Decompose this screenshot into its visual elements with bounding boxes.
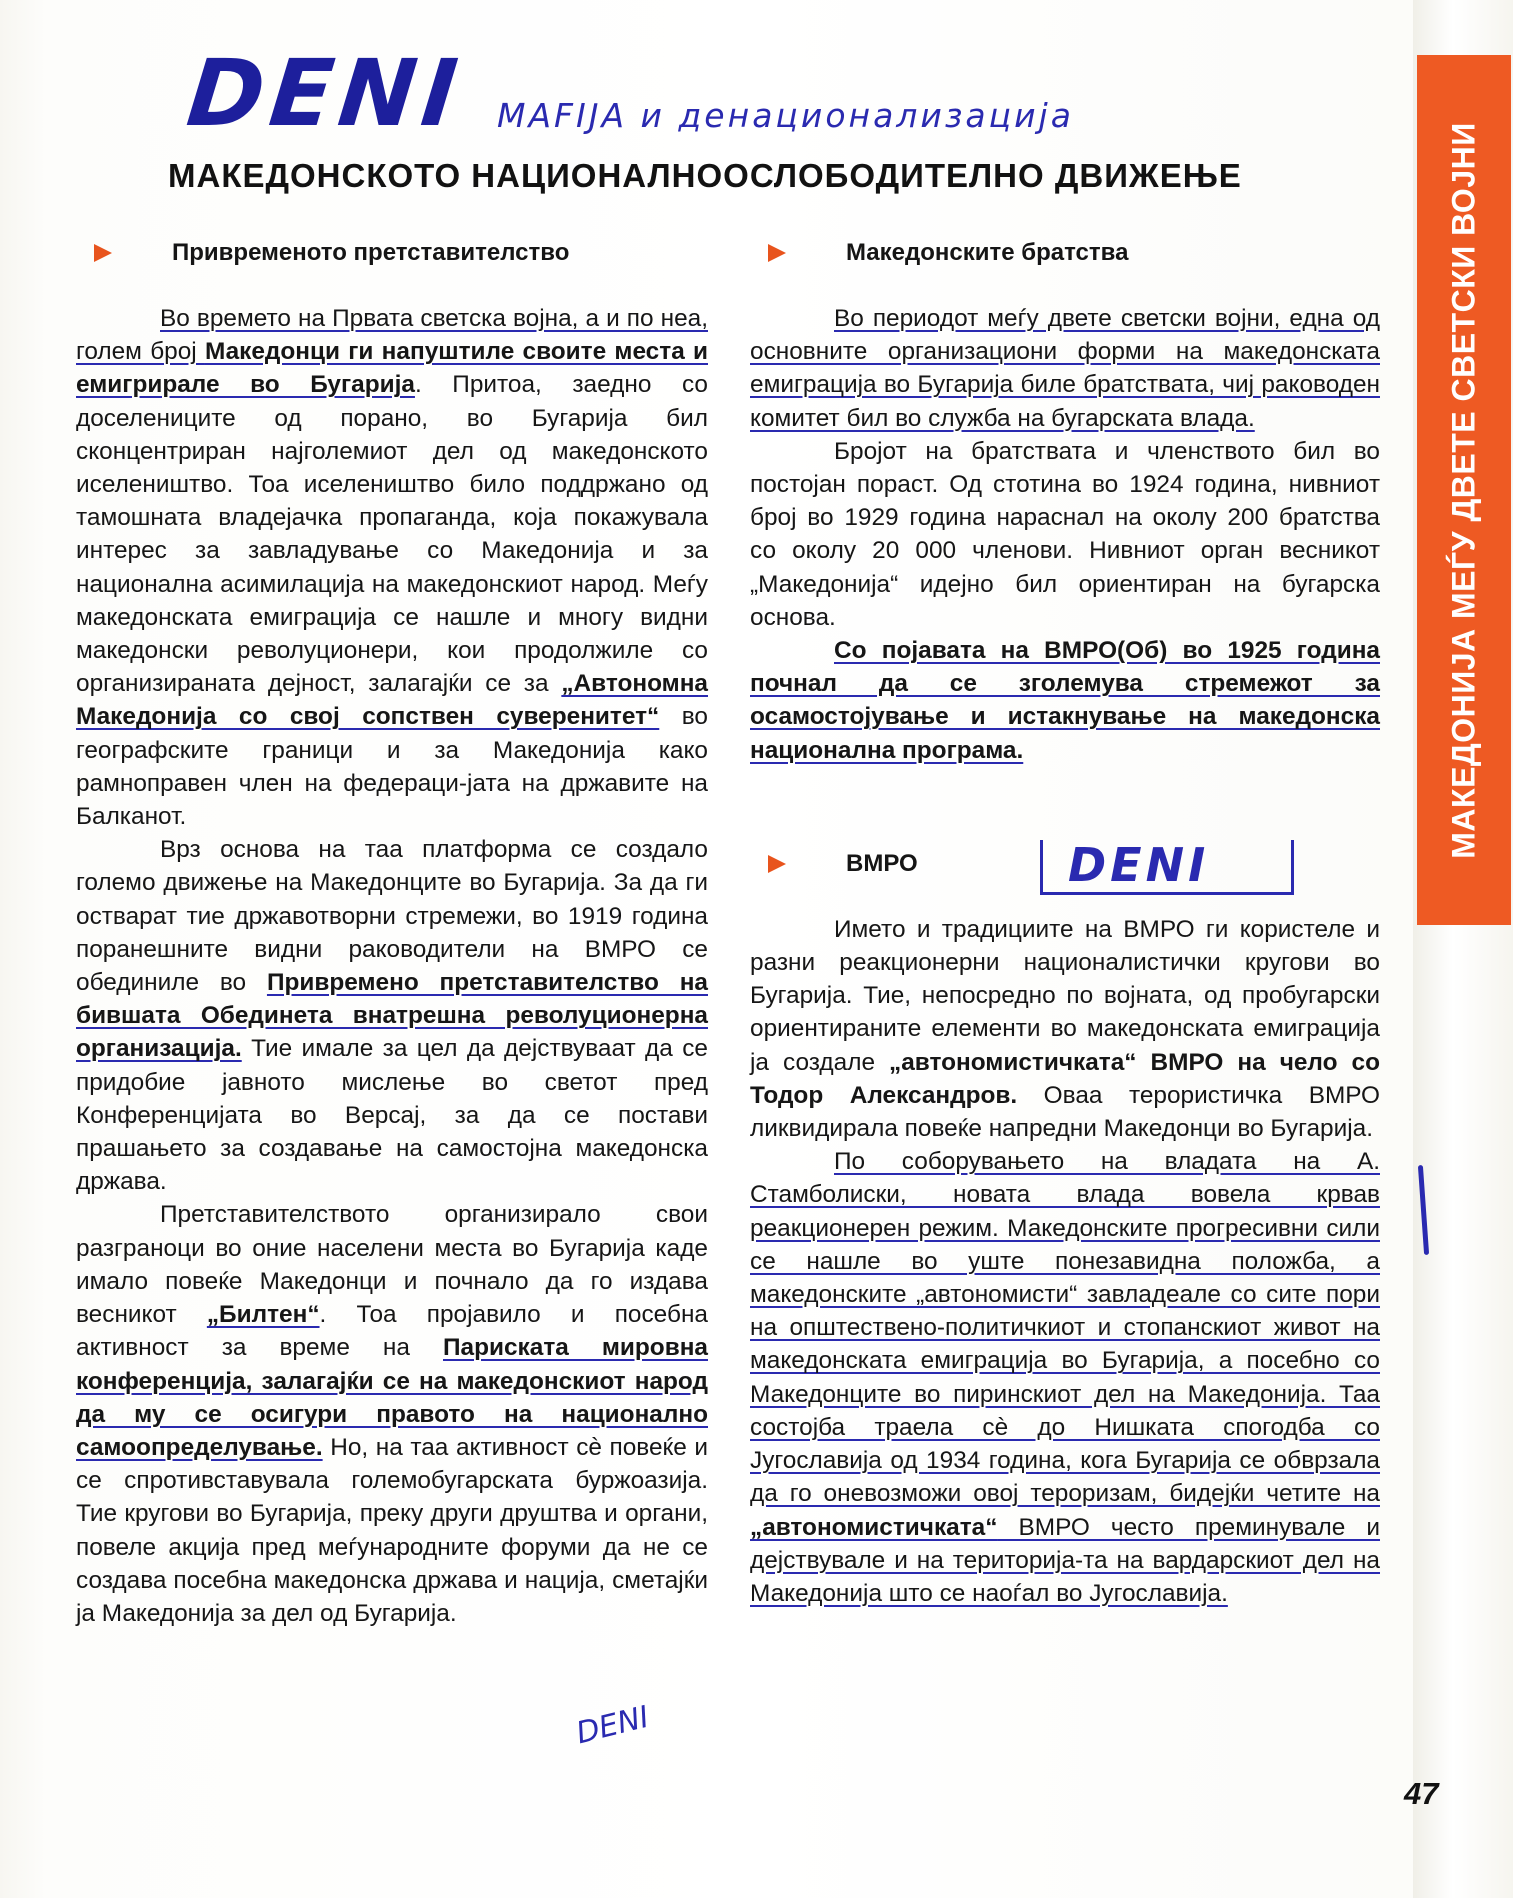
handwritten-note: MAFIJA и денационализација xyxy=(497,96,1074,135)
bold-run: Привремено претставителство на бившата Обединета внатрешна револуционерна организација. xyxy=(76,969,708,1063)
bold-run: „Билтен“ xyxy=(206,1301,320,1329)
text-run: Претставителството организирало свои разграноци во оние населени места во Бугарија каде имало повеќе Македонци и почнало да го издава весникот xyxy=(76,1201,708,1329)
bullet-arrow-icon xyxy=(768,855,786,873)
text-run: Името и традициите на ВМРО ги користеле и разни реакционерни националистички кругови во Бугарија. Тие, непосредно по војната, од пробугарски ориентираните елементи во македонската емиграција ја создале xyxy=(750,915,1380,1076)
stamp-text: DENI xyxy=(1068,838,1210,892)
text-run: . Тоа пројавило и посебна активност за време на xyxy=(76,1301,708,1362)
section-heading-text: Македонските братства xyxy=(846,239,1129,266)
page-title: МАКЕДОНСКОТО НАЦИОНАЛНООСЛОБОДИТЕЛНО ДВИЖЕЊЕ xyxy=(168,157,1242,194)
bold-run: Париската мировна конференција, залагајќи се на македонскиот народ да му се осигури правото на национално самоопределување. xyxy=(76,1334,708,1461)
bold-run: „автономистичката“ xyxy=(750,1513,998,1541)
section-heading-text: Привременото претставителство xyxy=(172,239,570,266)
text-run: ВМРО често преминувале и дејствувале и на територија-та на вардарскиот дел на Македонија што се наоѓал во Југославија. xyxy=(750,1513,1380,1607)
paragraph xyxy=(76,302,708,833)
paragraph xyxy=(750,913,1380,1145)
section-heading xyxy=(76,232,708,274)
text-run: Но, на таа активност сè повеќе и се спротивставувала големобугарската буржоазија. Тие кругови во Бугарија, преку други друштва и органи, повеле акција пред меѓународните форуми да не се создава посебна македонска држава и нација, сметајќи ја Македонија за дел од Бугарија. xyxy=(76,1433,708,1627)
handwritten-scrawl-small: DENI xyxy=(572,1699,653,1752)
paragraph: Во периодот меѓу двете светски војни, една од основните организациони форми на македонската емиграција во Бугарија биле братствата, чиј раководен комитет бил во служба на бугарската влада. xyxy=(750,305,1380,432)
left-column xyxy=(76,232,708,1630)
section-heading xyxy=(750,232,1380,274)
paragraph xyxy=(750,1145,1380,1610)
bullet-arrow-icon xyxy=(94,244,112,262)
paragraph: Бројот на братствата и членството бил во постојан пораст. Од стотина во 1924 година, нивниот број во 1929 година нараснал на околу 200 братства со околу 20 000 членови. Нивниот орган весникот „Македонија“ идејно бил ориентиран на бугарска основа. xyxy=(750,437,1380,631)
text-run: Оваа терористичка ВМРО ликвидирала повеќе напредни Македонци во Бугарија. xyxy=(750,1081,1380,1143)
text-run: во географските граници и за Македонија како рамноправен член на федераци-јата на државите на Балканот. xyxy=(76,703,708,831)
paragraph xyxy=(750,634,1380,767)
bullet-arrow-icon xyxy=(768,244,786,262)
text-run: Тие имале за цел да дејствуваат да се придобие јавното мислење во светот пред Конференцијата во Версај, за да се постави прашањето за создавање на самостојна македонска држава. xyxy=(76,1035,708,1196)
paragraph xyxy=(76,833,708,1198)
bold-run: „автономистичката“ ВМРО на чело со Тодор Александров. xyxy=(750,1048,1380,1109)
section-heading xyxy=(750,843,1380,885)
handwritten-scrawl: DENI xyxy=(182,40,469,147)
text-run: По соборувањето на владата на А. Стамболиски, новата влада вовела крвав реакционерен режим. Македонските прогресивни сили се нашле во уште понезавидна положба, а македонските „автономисти“ завладеале со сите пори на општествено-политичкиот и стопанскиот живот на македонската емиграција во Бугарија, а посебно со Македонците во пиринскиот дел на Македонија. Таа состојба траела сè до Нишката спогодба со Југославија од 1934 година, кога Бугарија се обврзала да го оневозможи овој тероризам, бидејќи четите на xyxy=(750,1148,1380,1508)
chapter-tab-label: МАКЕДОНИЈА МЕЃУ ДВЕТЕ СВЕТСКИ ВОЈНИ xyxy=(1445,121,1482,859)
right-column xyxy=(750,232,1380,1610)
bold-run: „Автономна Македонија со свој сопствен суверенитет“ xyxy=(76,670,708,731)
bold-run: Македонци ги напуштиле своите места и емигрирале во Бугарија xyxy=(76,338,708,399)
text-run: Во времето на Првата светска војна, а и по неа, голем број xyxy=(76,305,708,366)
page-number: 47 xyxy=(1404,1776,1439,1811)
text-run: . Притоа, заедно со доселениците од порано, во Бугарија бил сконцентриран најголемиот дел од македонското иселеништво. Тоа иселеништво било поддржано од тамошната владејачка пропаганда, која покажувала интерес за завладување со Македонија и за национална асимилација на македонскиот народ. Меѓу македонската емиграција се нашле и многу видни македонски револуционери, кои продолжиле со организираната дејност, залагајќи се за xyxy=(76,371,708,698)
paragraph xyxy=(76,1198,708,1630)
section-heading-text: ВМРО xyxy=(846,849,918,877)
text-run: Врз основа на таа платформа се создало големо движење на Македонците во Бугарија. За да ги остварат тие државотворни стремежи, во 1919 година поранешните видни раководители на ВМРО се обединиле во xyxy=(76,836,708,997)
bold-run: Со појавата на ВМРО(Об) во 1925 година почнал да се зголемува стремежот за осамостојување и истакнување на македонска национална програма. xyxy=(750,637,1380,764)
chapter-tab xyxy=(1417,55,1511,925)
